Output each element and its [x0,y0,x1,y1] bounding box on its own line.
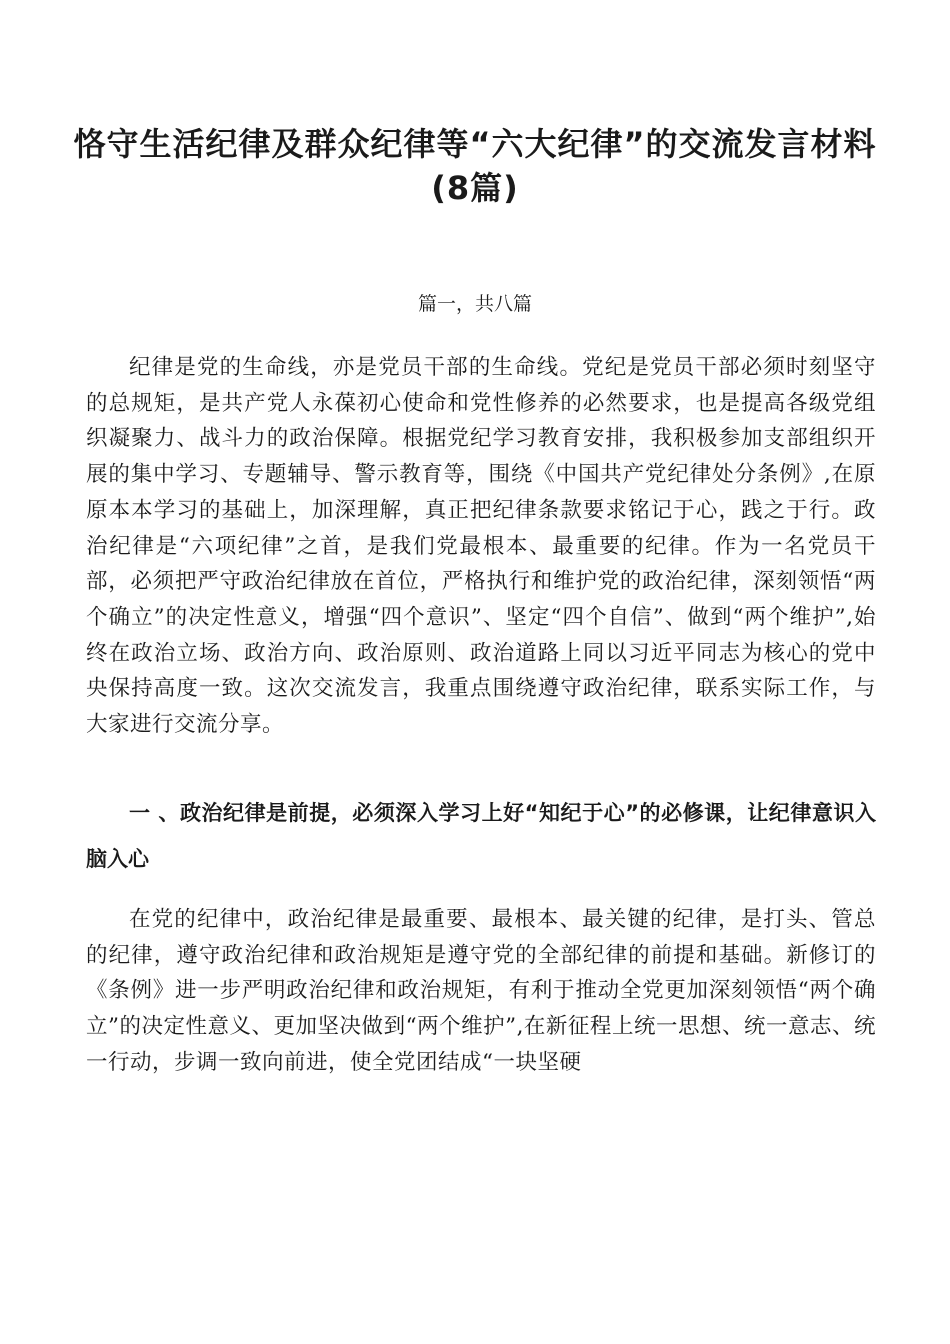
document-title: 恪守生活纪律及群众纪律等“六大纪律”的交流发言材料(8篇) [73,125,877,207]
body-paragraph-1: 纪律是党的生命线，亦是党员干部的生命线。党纪是党员干部必须时刻坚守的总规矩，是共产党人永葆初心使命和党性修养的必然要求，也是提高各级党组织凝聚力、战斗力的政治保障。根据党纪学习教育安排，我积极参加支部组织开展的集中学习、专题辅导、警示教育等，围绕《中国共产党纪律处分条例》,在原原本本学习的基础上，加深理解，真正把纪律条款要求铭记于心，践之于行。政治纪律是“六项纪律”之首，是我们党最根本、最重要的纪律。作为一名党员干部，必须把严守政治纪律放在首位，严格执行和维护党的政治纪律，深刻领悟“两个确立”的决定性意义，增强“四个意识”、坚定“四个自信”、做到“两个维护”,始终在政治立场、政治方向、政治原则、政治道路上同以习近平同志为核心的党中央保持高度一致。这次交流发言，我重点围绕遵守政治纪律，联系实际工作，与大家进行交流分享。 [86,355,876,738]
section-heading-1: 一 、政治纪律是前提，必须深入学习上好“知纪于心”的必修课，让纪律意识入脑入心 [86,801,876,871]
body-paragraph-2: 在党的纪律中，政治纪律是最重要、最根本、最关键的纪律，是打头、管总的纪律，遵守政治纪律和政治规矩是遵守党的全部纪律的前提和基础。新修订的《条例》进一步严明政治纪律和政治规矩，有利于推动全党更加深刻领悟“两个确立”的决定性意义、更加坚决做到“两个维护”,在新征程上统一思想、统一意志、统一行动，步调一致向前进，使全党团结成“一块坚硬 [86,907,876,1075]
document-subtitle: 篇一，共八篇 [417,293,532,315]
